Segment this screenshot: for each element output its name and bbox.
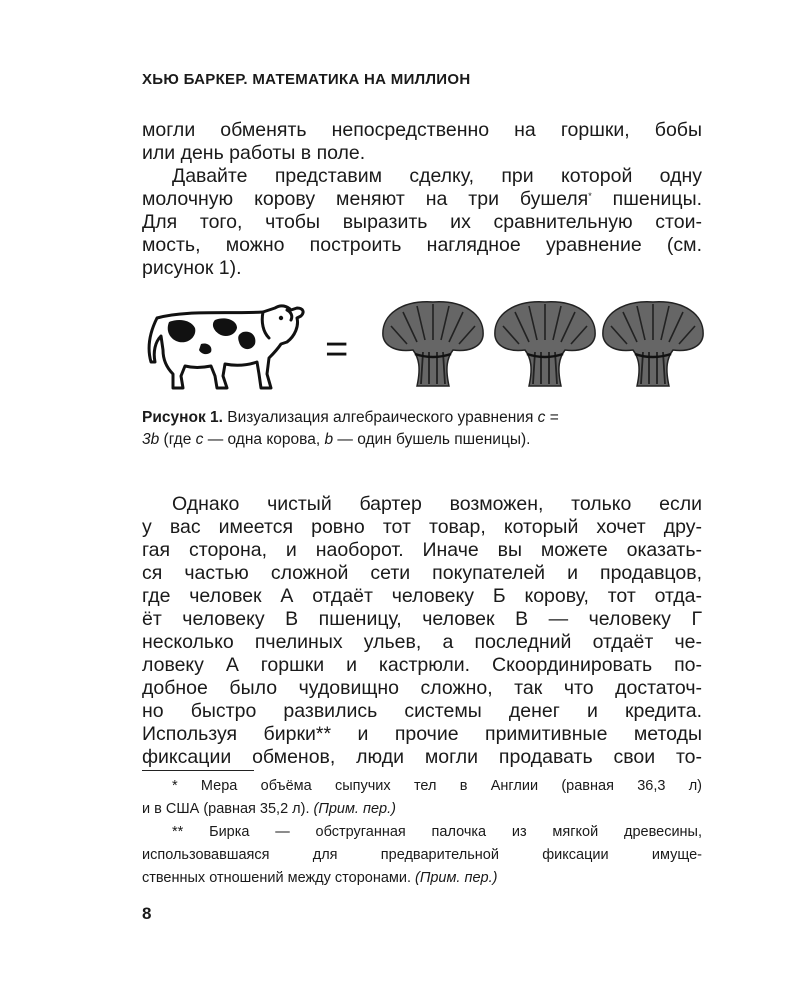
paragraph-3 <box>142 493 702 769</box>
caption-text: = <box>545 409 559 426</box>
caption-text: — один бушель пшеницы). <box>333 431 531 448</box>
page-number: 8 <box>142 904 152 923</box>
text-line: Давайте представим сделку, при которой одну <box>172 165 702 187</box>
text-line: у вас имеется ровно тот товар, который хочет дру- <box>142 516 702 538</box>
text-segment: ственных отношений между сторонами. <box>142 870 416 886</box>
text-line: мость, можно построить наглядное уравнение (см. <box>142 234 702 256</box>
running-header: ХЬЮ БАРКЕР. МАТЕМАТИКА НА МИЛЛИОН <box>142 71 471 88</box>
footnote-line <box>142 868 702 891</box>
text-line: гая сторона, и наоборот. Иначе вы можете оказать- <box>142 539 702 561</box>
text-line: ся частью сложной сети покупателей и продавцов, <box>142 562 702 584</box>
text-line: могли обменять непосредственно на горшки, бобы <box>142 119 702 141</box>
text-segment: пшеницы. <box>591 188 702 210</box>
variable-b: b <box>324 431 334 448</box>
text-segment: молочную корову меняют на три бушеля <box>142 188 589 210</box>
text-line: Однако чистый бартер возможен, только если <box>172 493 702 515</box>
text-line: или день работы в поле. <box>142 142 366 164</box>
footnote-rule <box>142 770 254 771</box>
text-line: несколько пчелиных ульев, а последний отдаёт че- <box>142 631 702 653</box>
text-line: ловеку А горшки и кастрюли. Скоординировать по- <box>142 654 702 676</box>
footnote-2 <box>142 822 702 891</box>
footnote-line: ** Бирка — обструганная палочка из мягкой древесины, <box>172 824 702 840</box>
footnote-line: * Мера объёма сыпучих тел в Англии (равная 36,3 л) <box>172 778 702 794</box>
footnote-marker: * <box>588 191 592 201</box>
text-line <box>142 188 702 211</box>
text-line: но быстро развились системы денег и кредита. <box>142 700 702 722</box>
footnote-1 <box>142 776 702 822</box>
footnote-line: использовавшаяся для предварительной фиксации имуще- <box>142 847 702 863</box>
text-line: рисунок 1). <box>142 257 242 279</box>
text-line: добное было чудовищно сложно, так что достаточ- <box>142 677 702 699</box>
caption-text: — одна корова, <box>203 431 325 448</box>
footnote-line <box>142 799 702 822</box>
paragraph-1 <box>142 119 702 165</box>
text-line: Для того, чтобы выразить их сравнительную стои- <box>142 211 702 233</box>
text-line: где человек А отдаёт человеку Б корову, тот отда- <box>142 585 702 607</box>
wheat-sheaf-icon <box>383 302 483 386</box>
caption-label: Рисунок 1. <box>142 409 223 426</box>
wheat-sheaf-icon <box>603 302 703 386</box>
translator-note: (Прим. пер.) <box>415 870 498 886</box>
variable-c: c <box>195 431 204 448</box>
cow-equals-wheat-illustration <box>145 296 705 396</box>
equals-sign: = <box>325 327 349 371</box>
caption-3b: 3b <box>142 431 160 448</box>
figure-1 <box>145 296 705 396</box>
text-line: Используя бирки** и прочие примитивные методы <box>142 723 702 745</box>
text-line: фиксации обменов, люди могли продавать свои то- <box>142 746 702 768</box>
text-line: ёт человеку В пшеницу, человек В — человеку Г <box>142 608 702 630</box>
variable-c: c <box>537 409 546 426</box>
text-segment: и в США (равная 35,2 л). <box>142 801 314 817</box>
caption-text: (где <box>159 431 196 448</box>
paragraph-2 <box>142 165 702 280</box>
wheat-sheaf-icon <box>495 302 595 386</box>
caption-text: Визуализация алгебраического уравнения <box>222 409 538 426</box>
translator-note: (Прим. пер.) <box>313 801 396 817</box>
figure-caption <box>142 407 697 451</box>
